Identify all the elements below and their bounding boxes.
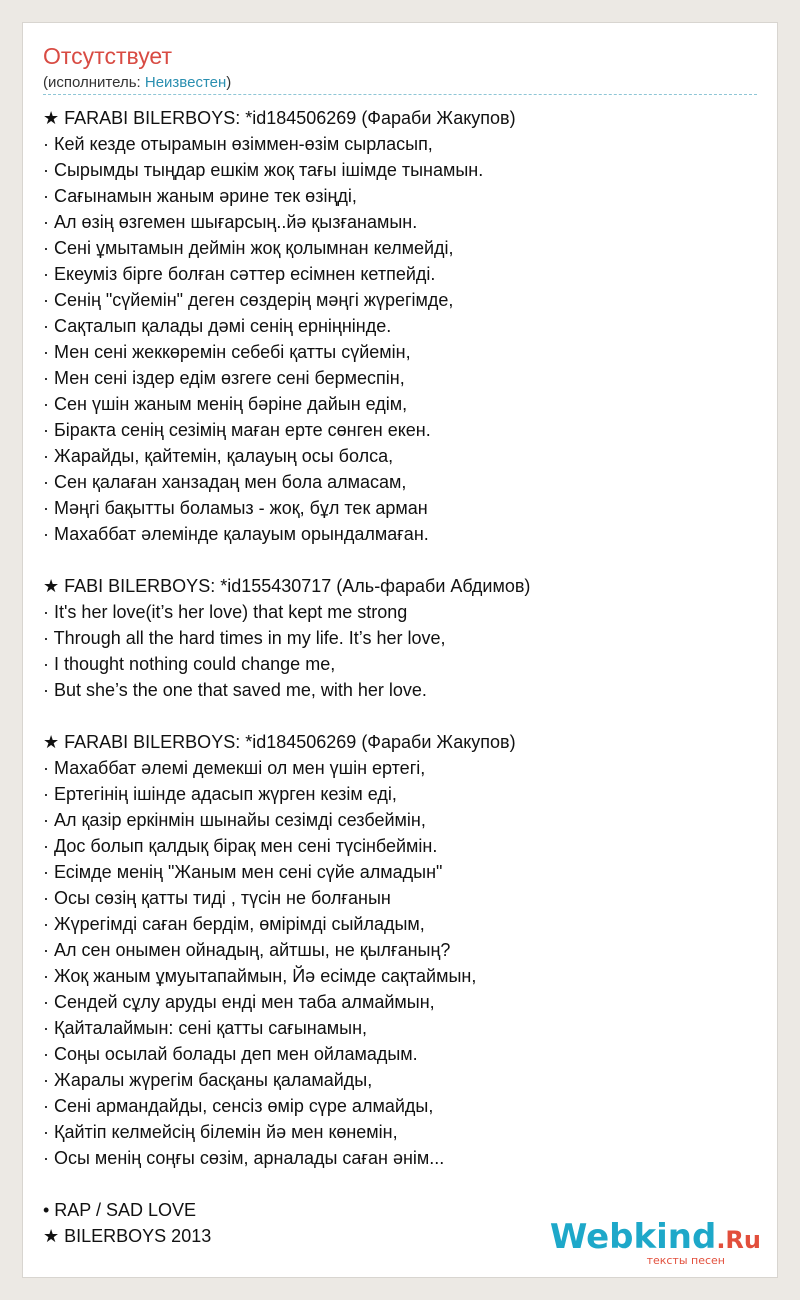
lyric-line: · Сырымды тыңдар ешкім жоқ тағы ішімде тынамын. <box>43 160 484 180</box>
lyric-line: · Сені ұмытамын деймін жоқ қолымнан келмейді, <box>43 238 454 258</box>
song-title: Отсутствует <box>43 43 172 69</box>
lyric-line: · Дос болып қалдық бірақ мен сені түсінбеймін. <box>43 836 438 856</box>
lyric-line: · Осы менің соңғы сөзім, арналады саған әнім... <box>43 1148 445 1168</box>
lyric-line: · But she’s the one that saved me, with her love. <box>43 680 427 700</box>
lyric-line: · Мәңгі бақытты боламыз - жоқ, бұл тек арман <box>43 498 428 518</box>
lyric-line: · Махаббат әлемі демекші ол мен үшін ертегі, <box>43 758 426 778</box>
artist-line <box>43 73 231 93</box>
logo-tld: .Ru <box>716 1226 761 1254</box>
lyric-line: · Қайтіп келмейсің білемін йә мен көнемін, <box>43 1122 398 1142</box>
artist-suffix: ) <box>226 74 232 91</box>
lyric-line: · Сен қалаған ханзадаң мен бола алмасам, <box>43 472 407 492</box>
stanza-gap <box>43 703 757 729</box>
lyric-line: · Біракта сенің сезімің маған ерте сөнген екен. <box>43 420 431 440</box>
lyric-line: · Қайталаймын: сені қатты сағынамын, <box>43 1018 368 1038</box>
lyric-line: · Сені армандайды, сенсіз өмір сүре алмайды, <box>43 1096 434 1116</box>
lyric-line: · I thought nothing could change me, <box>43 654 336 674</box>
lyric-line: · Сақталып қалады дәмі сенің ерніңнінде. <box>43 316 392 336</box>
lyrics-card <box>22 22 778 1278</box>
lyric-line: · Екеуміз бірге болған сәттер есімнен кетпейді. <box>43 264 436 284</box>
lyric-line: ★ FARABI BILERBOYS: *id184506269 (Фараби Жакупов) <box>43 732 516 752</box>
lyric-line: · Кей кезде отырамын өзіммен-өзім сырласып, <box>43 134 433 154</box>
logo-tagline: тексты песен <box>646 1254 725 1267</box>
lyric-line: · Ертегінің ішінде адасып жүрген кезім еді, <box>43 784 397 804</box>
lyric-line: · Махаббат әлемінде қалауым орындалмаған. <box>43 524 429 544</box>
lyric-line: ★ FABI BILERBOYS: *id155430717 (Аль-фараби Абдимов) <box>43 576 531 596</box>
lyric-line: ★ FARABI BILERBOYS: *id184506269 (Фараби Жакупов) <box>43 108 516 128</box>
artist-link[interactable]: Неизвестен <box>144 74 227 91</box>
lyric-line: · Сендей сұлу аруды енді мен таба алмаймын, <box>43 992 435 1012</box>
lyric-line: · Сенің "сүйемін" деген сөздерің мәңгі жүрегімде, <box>43 290 454 310</box>
title-separator <box>43 94 757 95</box>
lyric-line: • RAP / SAD LOVE <box>43 1200 197 1220</box>
lyric-line: · Сен үшін жаным менің бәріне дайын едім, <box>43 394 408 414</box>
stanza-gap <box>43 547 757 573</box>
lyric-line: · It's her love(it’s her love) that kept me strong <box>43 602 408 622</box>
lyric-line: · Мен сені іздер едім өзгеге сені бермеспін, <box>43 368 405 388</box>
lyrics-text <box>43 105 757 1249</box>
logo-brand: Webkind <box>549 1217 717 1257</box>
lyric-line: ★ BILERBOYS 2013 <box>43 1226 212 1246</box>
webkind-logo[interactable] <box>550 1219 761 1267</box>
lyric-line: · Осы сөзің қатты тиді , түсін не болғанын <box>43 888 391 908</box>
lyric-line: · Ал сен онымен ойнадың, айтшы, не қылғаның? <box>43 940 451 960</box>
stanza-gap <box>43 1171 757 1197</box>
lyric-line: · Есімде менің "Жаным мен сені сүйе алмадын" <box>43 862 443 882</box>
artist-prefix: (исполнитель: <box>43 74 145 91</box>
lyric-line: · Сағынамын жаным әрине тек өзіңді, <box>43 186 357 206</box>
lyric-line: · Мен сені жеккөремін себебі қатты сүйемін, <box>43 342 411 362</box>
lyric-line: · Жүрегімді саған бердім, өмірімді сыйладым, <box>43 914 425 934</box>
lyric-line: · Жарайды, қайтемін, қалауың осы болса, <box>43 446 394 466</box>
lyric-line: · Ал өзің өзгемен шығарсың..йә қызғанамын. <box>43 212 418 232</box>
lyric-line: · Жаралы жүрегім басқаны қаламайды, <box>43 1070 373 1090</box>
lyric-line: · Соңы осылай болады деп мен ойламадым. <box>43 1044 418 1064</box>
lyric-line: · Through all the hard times in my life. It’s her love, <box>43 628 446 648</box>
lyric-line: · Ал қазір еркінмін шынайы сезімді сезбеймін, <box>43 810 426 830</box>
lyric-line: · Жоқ жаным ұмуытапаймын, Йә есімде сақтаймын, <box>43 966 477 986</box>
